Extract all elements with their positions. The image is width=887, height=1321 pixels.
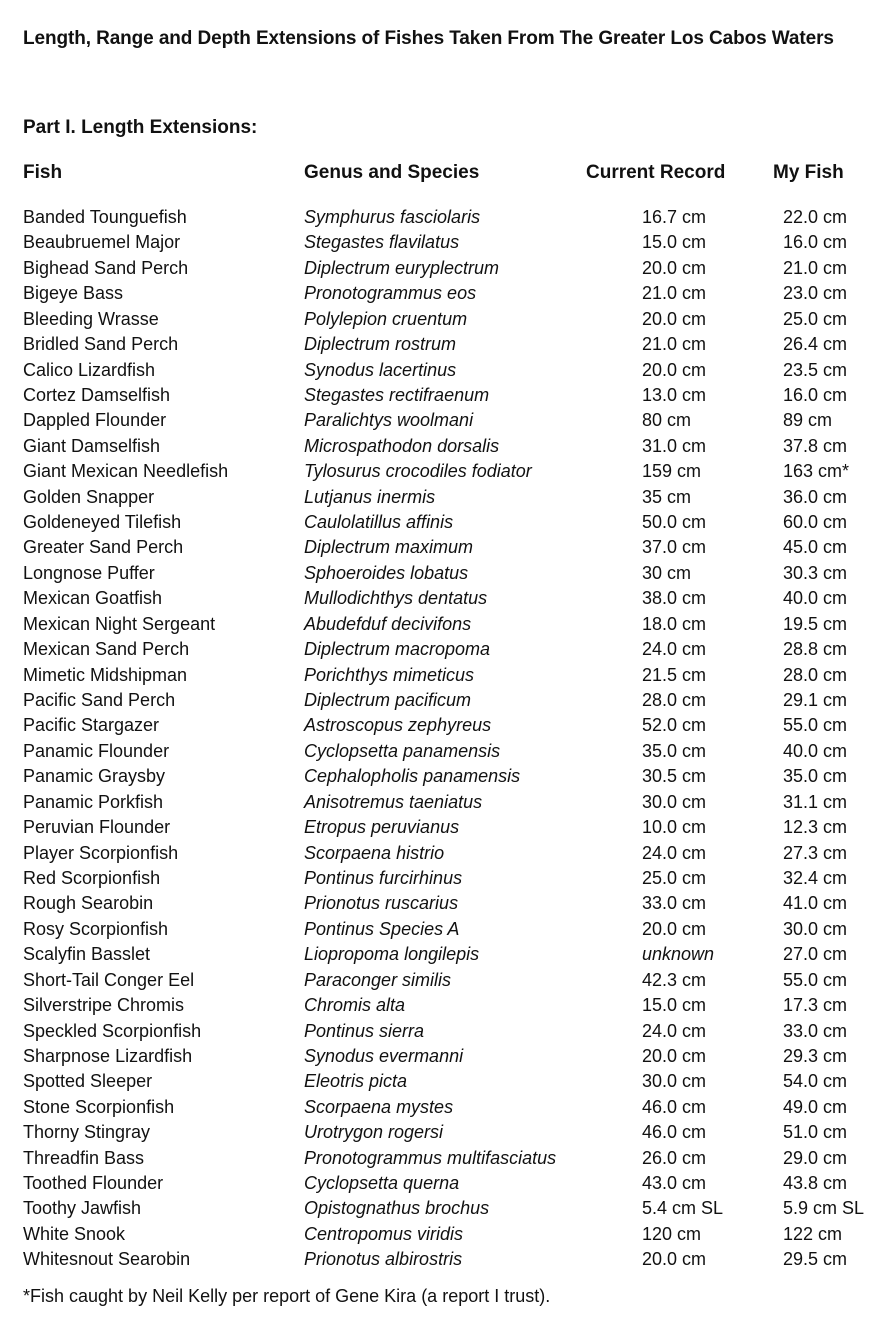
column-header-fish: Fish xyxy=(23,162,63,183)
fish-name-cell: Whitesnout Searobin xyxy=(23,1249,191,1270)
fish-name-cell: Sharpnose Lizardfish xyxy=(23,1045,193,1066)
my-fish-cell: 17.3 cm xyxy=(783,995,848,1016)
current-record-cell: 30 cm xyxy=(642,562,692,583)
genus-species-cell: Prionotus albirostris xyxy=(304,1249,463,1270)
fish-name-cell: Speckled Scorpionfish xyxy=(23,1020,202,1041)
my-fish-cell: 49.0 cm xyxy=(783,1096,848,1117)
table-row xyxy=(0,383,887,408)
column-header-current-record: Current Record xyxy=(586,162,726,183)
fish-name-cell: Bleeding Wrasse xyxy=(23,308,159,329)
current-record-cell: 33.0 cm xyxy=(642,893,707,914)
current-record-cell: 20.0 cm xyxy=(642,1249,707,1270)
fish-name-cell: Player Scorpionfish xyxy=(23,842,179,863)
genus-species-cell: Abudefduf decivifons xyxy=(304,613,472,634)
footnote: *Fish caught by Neil Kelly per report of Gene Kira (a report I trust). xyxy=(23,1286,551,1306)
fish-name-cell: Rough Searobin xyxy=(23,893,154,914)
my-fish-cell: 22.0 cm xyxy=(783,207,848,227)
fish-name-cell: Banded Tounguefish xyxy=(23,207,187,227)
document-title: Length, Range and Depth Extensions of Fishes Taken From The Greater Los Cabos Waters xyxy=(23,28,834,49)
my-fish-cell: 55.0 cm xyxy=(783,969,848,990)
genus-species-cell: Tylosurus crocodiles fodiator xyxy=(304,461,532,482)
current-record-cell: 15.0 cm xyxy=(642,995,707,1016)
genus-species-cell: Scorpaena histrio xyxy=(304,842,445,863)
my-fish-cell: 55.0 cm xyxy=(783,715,848,736)
current-record-cell: 52.0 cm xyxy=(642,715,707,736)
fish-name-cell: Giant Mexican Needlefish xyxy=(23,461,229,482)
my-fish-cell: 27.0 cm xyxy=(783,944,848,965)
current-record-cell: 37.0 cm xyxy=(642,537,707,558)
fish-name-cell: Dappled Flounder xyxy=(23,410,167,431)
current-record-cell: 43.0 cm xyxy=(642,1173,707,1194)
fish-name-cell: Rosy Scorpionfish xyxy=(23,918,169,939)
table-row xyxy=(0,586,887,611)
genus-species-cell: Pontinus furcirhinus xyxy=(304,867,463,888)
genus-species-cell: Diplectrum maximum xyxy=(304,537,474,558)
genus-species-cell: Liopropoma longilepis xyxy=(304,944,480,965)
genus-species-cell: Prionotus ruscarius xyxy=(304,893,459,914)
genus-species-cell: Stegastes flavilatus xyxy=(304,232,460,253)
fish-name-cell: Mexican Goatfish xyxy=(23,588,163,609)
my-fish-cell: 40.0 cm xyxy=(783,588,848,609)
table-row xyxy=(0,1095,887,1120)
current-record-cell: 35.0 cm xyxy=(642,740,707,761)
my-fish-cell: 60.0 cm xyxy=(783,512,848,533)
genus-species-cell: Diplectrum macropoma xyxy=(304,639,491,660)
table-row xyxy=(0,230,887,255)
table-row xyxy=(0,942,887,967)
genus-species-cell: Pontinus sierra xyxy=(304,1020,425,1041)
current-record-cell: 20.0 cm xyxy=(642,1045,707,1066)
current-record-cell: 20.0 cm xyxy=(642,918,707,939)
table-row xyxy=(0,993,887,1018)
fish-name-cell: Calico Lizardfish xyxy=(23,359,156,380)
my-fish-cell: 28.0 cm xyxy=(783,664,848,685)
table-row xyxy=(0,1247,887,1272)
my-fish-cell: 31.1 cm xyxy=(783,791,848,812)
genus-species-cell: Urotrygon rogersi xyxy=(304,1122,444,1143)
fish-name-cell: Stone Scorpionfish xyxy=(23,1096,175,1117)
my-fish-cell: 12.3 cm xyxy=(783,817,848,838)
table-row xyxy=(0,739,887,764)
current-record-cell: 35 cm xyxy=(642,486,692,507)
genus-species-cell: Stegastes rectifraenum xyxy=(304,384,490,405)
table-row xyxy=(0,459,887,484)
current-record-cell: 46.0 cm xyxy=(642,1122,707,1143)
fish-name-cell: Bighead Sand Perch xyxy=(23,257,189,278)
table-row xyxy=(0,612,887,637)
my-fish-cell: 35.0 cm xyxy=(783,766,848,787)
fish-name-cell: Short-Tail Conger Eel xyxy=(23,969,195,990)
fish-name-cell: Peruvian Flounder xyxy=(23,817,171,838)
table-row xyxy=(0,1146,887,1171)
fish-name-cell: Silverstripe Chromis xyxy=(23,995,185,1016)
genus-species-cell: Porichthys mimeticus xyxy=(304,664,475,685)
genus-species-cell: Chromis alta xyxy=(304,995,406,1016)
genus-species-cell: Scorpaena mystes xyxy=(304,1096,454,1117)
table-row xyxy=(0,713,887,738)
my-fish-cell: 16.0 cm xyxy=(783,232,848,253)
genus-species-cell: Paraconger similis xyxy=(304,969,452,990)
table-row xyxy=(0,1019,887,1044)
current-record-cell: 20.0 cm xyxy=(642,257,707,278)
fish-name-cell: Toothy Jawfish xyxy=(23,1198,142,1219)
current-record-cell: 30.0 cm xyxy=(642,1071,707,1092)
column-header-my-fish: My Fish xyxy=(773,162,844,183)
genus-species-cell: Paralichtys woolmani xyxy=(304,410,474,431)
table-row xyxy=(0,485,887,510)
fish-name-cell: Pacific Sand Perch xyxy=(23,690,176,711)
fish-name-cell: Goldeneyed Tilefish xyxy=(23,512,182,533)
my-fish-cell: 29.1 cm xyxy=(783,690,848,711)
my-fish-cell: 30.3 cm xyxy=(783,562,848,583)
table-row xyxy=(0,663,887,688)
section-title: Part I. Length Extensions: xyxy=(23,117,258,138)
current-record-cell: 38.0 cm xyxy=(642,588,707,609)
table-row xyxy=(0,790,887,815)
table-row xyxy=(0,764,887,789)
current-record-cell: 46.0 cm xyxy=(642,1096,707,1117)
genus-species-cell: Astroscopus zephyreus xyxy=(304,715,492,736)
genus-species-cell: Pontinus Species A xyxy=(304,918,460,939)
current-record-cell: 80 cm xyxy=(642,410,692,431)
table-row xyxy=(0,815,887,840)
table-row xyxy=(0,281,887,306)
current-record-cell: 5.4 cm SL xyxy=(642,1198,724,1219)
current-record-cell: 26.0 cm xyxy=(642,1147,707,1168)
genus-species-cell: Caulolatillus affinis xyxy=(304,512,454,533)
my-fish-cell: 54.0 cm xyxy=(783,1071,848,1092)
fish-name-cell: Bridled Sand Perch xyxy=(23,334,179,355)
my-fish-cell: 89 cm xyxy=(783,410,833,431)
fish-name-cell: Bigeye Bass xyxy=(23,283,124,304)
current-record-cell: 24.0 cm xyxy=(642,639,707,660)
my-fish-cell: 5.9 cm SL xyxy=(783,1198,865,1219)
genus-species-cell: Diplectrum pacificum xyxy=(304,690,472,711)
fish-name-cell: Spotted Sleeper xyxy=(23,1071,153,1092)
my-fish-cell: 19.5 cm xyxy=(783,613,848,634)
fish-name-cell: Cortez Damselfish xyxy=(23,384,171,405)
current-record-cell: 20.0 cm xyxy=(642,359,707,380)
my-fish-cell: 23.5 cm xyxy=(783,359,848,380)
genus-species-cell: Pronotogrammus eos xyxy=(304,283,477,304)
my-fish-cell: 29.5 cm xyxy=(783,1249,848,1270)
fish-name-cell: Giant Damselfish xyxy=(23,435,161,456)
genus-species-cell: Opistognathus brochus xyxy=(304,1198,490,1219)
fish-name-cell: Golden Snapper xyxy=(23,486,155,507)
my-fish-cell: 37.8 cm xyxy=(783,435,848,456)
my-fish-cell: 30.0 cm xyxy=(783,918,848,939)
genus-species-cell: Diplectrum rostrum xyxy=(304,334,457,355)
my-fish-cell: 16.0 cm xyxy=(783,384,848,405)
current-record-cell: 10.0 cm xyxy=(642,817,707,838)
genus-species-cell: Polylepion cruentum xyxy=(304,308,468,329)
fish-table xyxy=(0,205,887,1273)
current-record-cell: 15.0 cm xyxy=(642,232,707,253)
fish-name-cell: Scalyfin Basslet xyxy=(23,944,151,965)
genus-species-cell: Cyclopsetta querna xyxy=(304,1173,460,1194)
table-row xyxy=(0,917,887,942)
my-fish-cell: 36.0 cm xyxy=(783,486,848,507)
fish-name-cell: Mexican Night Sergeant xyxy=(23,613,216,634)
current-record-cell: 18.0 cm xyxy=(642,613,707,634)
genus-species-cell: Microspathodon dorsalis xyxy=(304,435,500,456)
my-fish-cell: 43.8 cm xyxy=(783,1173,848,1194)
my-fish-cell: 51.0 cm xyxy=(783,1122,848,1143)
fish-name-cell: Pacific Stargazer xyxy=(23,715,160,736)
genus-species-cell: Cyclopsetta panamensis xyxy=(304,740,501,761)
current-record-cell: 25.0 cm xyxy=(642,867,707,888)
my-fish-cell: 163 cm* xyxy=(783,461,850,482)
my-fish-cell: 40.0 cm xyxy=(783,740,848,761)
current-record-cell: 28.0 cm xyxy=(642,690,707,711)
table-row xyxy=(0,332,887,357)
current-record-cell: 50.0 cm xyxy=(642,512,707,533)
current-record-cell: 30.5 cm xyxy=(642,766,707,787)
fish-name-cell: White Snook xyxy=(23,1223,126,1244)
table-row xyxy=(0,510,887,535)
table-row xyxy=(0,256,887,281)
fish-name-cell: Longnose Puffer xyxy=(23,562,155,583)
my-fish-cell: 26.4 cm xyxy=(783,334,848,355)
my-fish-cell: 29.0 cm xyxy=(783,1147,848,1168)
genus-species-cell: Symphurus fasciolaris xyxy=(304,207,481,227)
fish-name-cell: Threadfin Bass xyxy=(23,1147,145,1168)
my-fish-cell: 27.3 cm xyxy=(783,842,848,863)
current-record-cell: 30.0 cm xyxy=(642,791,707,812)
fish-name-cell: Thorny Stingray xyxy=(23,1122,151,1143)
genus-species-cell: Synodus evermanni xyxy=(304,1045,464,1066)
table-row xyxy=(0,637,887,662)
table-row xyxy=(0,1044,887,1069)
table-row xyxy=(0,1171,887,1196)
fish-name-cell: Beaubruemel Major xyxy=(23,232,181,253)
table-row xyxy=(0,434,887,459)
my-fish-cell: 21.0 cm xyxy=(783,257,848,278)
genus-species-cell: Mullodichthys dentatus xyxy=(304,588,488,609)
genus-species-cell: Diplectrum euryplectrum xyxy=(304,257,500,278)
current-record-cell: 16.7 cm xyxy=(642,207,707,227)
current-record-cell: 21.5 cm xyxy=(642,664,707,685)
table-row xyxy=(0,1222,887,1247)
my-fish-cell: 45.0 cm xyxy=(783,537,848,558)
current-record-cell: 21.0 cm xyxy=(642,334,707,355)
my-fish-cell: 32.4 cm xyxy=(783,867,848,888)
table-row xyxy=(0,307,887,332)
current-record-cell: 21.0 cm xyxy=(642,283,707,304)
fish-name-cell: Mexican Sand Perch xyxy=(23,639,190,660)
table-row xyxy=(0,535,887,560)
table-row xyxy=(0,205,887,230)
table-row xyxy=(0,358,887,383)
fish-name-cell: Red Scorpionfish xyxy=(23,867,161,888)
current-record-cell: 20.0 cm xyxy=(642,308,707,329)
current-record-cell: 13.0 cm xyxy=(642,384,707,405)
fish-name-cell: Mimetic Midshipman xyxy=(23,664,188,685)
genus-species-cell: Centropomus viridis xyxy=(304,1223,464,1244)
fish-name-cell: Panamic Graysby xyxy=(23,766,166,787)
table-row xyxy=(0,688,887,713)
genus-species-cell: Eleotris picta xyxy=(304,1071,408,1092)
current-record-cell: 120 cm xyxy=(642,1223,702,1244)
table-row xyxy=(0,408,887,433)
my-fish-cell: 33.0 cm xyxy=(783,1020,848,1041)
fish-name-cell: Toothed Flounder xyxy=(23,1173,164,1194)
my-fish-cell: 25.0 cm xyxy=(783,308,848,329)
genus-species-cell: Synodus lacertinus xyxy=(304,359,457,380)
genus-species-cell: Sphoeroides lobatus xyxy=(304,562,469,583)
table-row xyxy=(0,891,887,916)
table-row xyxy=(0,561,887,586)
fish-name-cell: Panamic Porkfish xyxy=(23,791,164,812)
fish-name-cell: Panamic Flounder xyxy=(23,740,170,761)
genus-species-cell: Cephalopholis panamensis xyxy=(304,766,521,787)
current-record-cell: unknown xyxy=(642,944,715,965)
table-row xyxy=(0,866,887,891)
fish-name-cell: Greater Sand Perch xyxy=(23,537,184,558)
my-fish-cell: 41.0 cm xyxy=(783,893,848,914)
current-record-cell: 31.0 cm xyxy=(642,435,707,456)
table-row xyxy=(0,1069,887,1094)
my-fish-cell: 29.3 cm xyxy=(783,1045,848,1066)
current-record-cell: 24.0 cm xyxy=(642,1020,707,1041)
genus-species-cell: Pronotogrammus multifasciatus xyxy=(304,1147,557,1168)
table-row xyxy=(0,968,887,993)
genus-species-cell: Anisotremus taeniatus xyxy=(304,791,483,812)
table-row xyxy=(0,1120,887,1145)
current-record-cell: 24.0 cm xyxy=(642,842,707,863)
current-record-cell: 159 cm xyxy=(642,461,702,482)
my-fish-cell: 28.8 cm xyxy=(783,639,848,660)
column-header-genus-species: Genus and Species xyxy=(304,162,480,183)
my-fish-cell: 122 cm xyxy=(783,1223,843,1244)
genus-species-cell: Lutjanus inermis xyxy=(304,486,436,507)
current-record-cell: 42.3 cm xyxy=(642,969,707,990)
genus-species-cell: Etropus peruvianus xyxy=(304,817,460,838)
my-fish-cell: 23.0 cm xyxy=(783,283,848,304)
table-row xyxy=(0,841,887,866)
table-row xyxy=(0,1196,887,1221)
